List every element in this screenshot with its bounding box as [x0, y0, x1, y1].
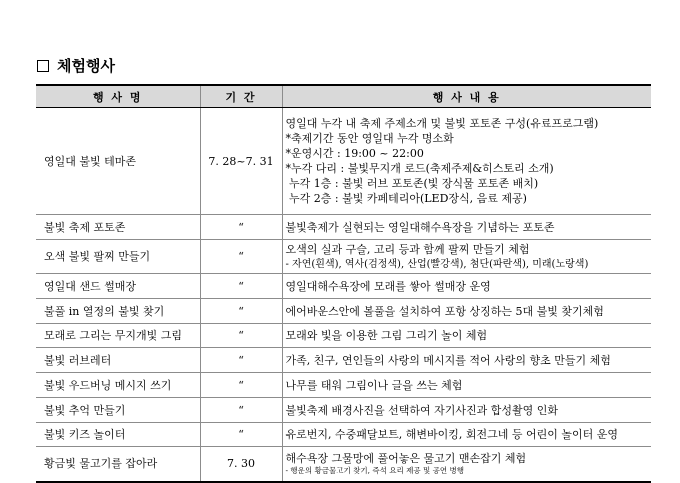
content-line: 에어바운스안에 볼풀을 설치하여 포항 상징하는 5대 불빛 찾기체험: [285, 304, 604, 318]
table-row: [36, 324, 651, 348]
content-line: 불빛축제 배경사진을 선택하여 자기사진과 합성촬영 인화: [285, 403, 559, 417]
event-period-cell: “: [200, 324, 282, 348]
section-heading: [37, 55, 115, 76]
event-name-cell: 황금빛 물고기를 잡아라: [36, 447, 200, 482]
content-line: 유로번지, 수중패달보트, 해변바이킹, 회전그네 등 어린이 놀이터 운영: [285, 428, 618, 441]
event-period-cell: “: [200, 348, 282, 373]
table-row: [36, 447, 651, 482]
event-content-cell: [282, 348, 651, 373]
event-period-cell: “: [200, 373, 282, 398]
event-content-cell: [282, 423, 651, 447]
events-table: [36, 84, 651, 483]
event-name-cell: 불풀 in 열정의 불빛 찾기: [36, 299, 200, 324]
table-row: [36, 240, 651, 274]
content-line: *누각 다리 : 불빛무지개 로드(축제주제&히스토리 소개): [285, 162, 554, 175]
event-content-cell: [282, 215, 651, 240]
content-line: 가족, 친구, 연인들의 사랑의 메시지를 적어 사랑의 향초 만들기 체험: [285, 353, 611, 367]
event-content-cell: [282, 398, 651, 423]
table-row: [36, 373, 651, 398]
table-row: [36, 423, 651, 447]
table-row: [36, 274, 651, 299]
content-line: 영일대 누각 내 축제 주제소개 및 불빛 포토존 구성(유료프로그램): [285, 117, 599, 130]
header-event-name: 행 사 명: [36, 85, 200, 108]
content-line: 오색의 실과 구슬, 고리 등과 함께 팔찌 만들기 체험: [285, 242, 530, 256]
table-row: [36, 348, 651, 373]
content-line: *축제기간 동안 영일대 누각 명소화: [285, 132, 454, 145]
event-period-cell: “: [200, 274, 282, 299]
event-period-cell: “: [200, 240, 282, 274]
content-line: *운영시간 : 19:00 ~ 22:00: [285, 147, 424, 160]
content-line: 나무를 태워 그림이나 글을 쓰는 체험: [285, 378, 463, 392]
event-period-cell: 7. 28~7. 31: [200, 108, 282, 215]
content-line: 누각 2층 : 불빛 카페테리아(LED장식, 음료 제공): [285, 192, 527, 205]
table-row: [36, 398, 651, 423]
content-line: 누각 1층 : 불빛 러브 포토존(빛 장식물 포토존 배치): [285, 177, 539, 190]
event-content-cell: [282, 240, 651, 274]
event-content-cell: [282, 299, 651, 324]
table-row: [36, 215, 651, 240]
event-content-cell: [282, 373, 651, 398]
section-title-text: 체험행사: [57, 57, 115, 75]
empty-square-icon: [37, 60, 49, 72]
event-name-cell: 불빛 러브레터: [36, 348, 200, 373]
event-name-cell: 영일대 불빛 테마존: [36, 108, 200, 215]
table-row: [36, 299, 651, 324]
event-content-cell: [282, 274, 651, 299]
content-line: 해수욕장 그물망에 풀어놓은 물고기 맨손잡기 체험: [285, 452, 527, 466]
event-period-cell: “: [200, 215, 282, 240]
header-content: 행 사 내 용: [282, 85, 651, 108]
table-header-row: [36, 85, 651, 108]
event-name-cell: 영일대 샌드 썰매장: [36, 274, 200, 299]
event-name-cell: 오색 불빛 팔찌 만들기: [36, 240, 200, 274]
content-line: 불빛축제가 실현되는 영일대해수욕장을 기념하는 포토존: [285, 220, 555, 234]
event-period-cell: “: [200, 299, 282, 324]
event-period-cell: “: [200, 398, 282, 423]
event-content-cell: [282, 108, 651, 215]
event-period-cell: “: [200, 423, 282, 447]
event-period-cell: 7. 30: [200, 447, 282, 482]
content-line: 모래와 빛을 이용한 그림 그리기 놀이 체험: [285, 329, 488, 342]
event-name-cell: 불빛 키즈 놀이터: [36, 423, 200, 447]
event-content-cell: [282, 447, 651, 482]
event-content-cell: [282, 324, 651, 348]
event-name-cell: 불빛 추억 만들기: [36, 398, 200, 423]
event-name-cell: 모래로 그리는 무지개빛 그림: [36, 324, 200, 348]
table-row: [36, 108, 651, 215]
event-name-cell: 불빛 우드버닝 메시지 쓰기: [36, 373, 200, 398]
content-line: 영일대해수욕장에 모래를 쌓아 썰매장 운영: [285, 279, 491, 293]
event-name-cell: 불빛 축제 포토존: [36, 215, 200, 240]
content-line: - 자연(흰색), 역사(검정색), 산업(빨강색), 첨단(파란색), 미래(노랑색): [285, 258, 589, 270]
header-period: 기 간: [200, 85, 282, 108]
content-note-line: - 행운의 황금물고기 찾기, 즉석 요리 제공 및 공연 병행: [285, 466, 465, 476]
